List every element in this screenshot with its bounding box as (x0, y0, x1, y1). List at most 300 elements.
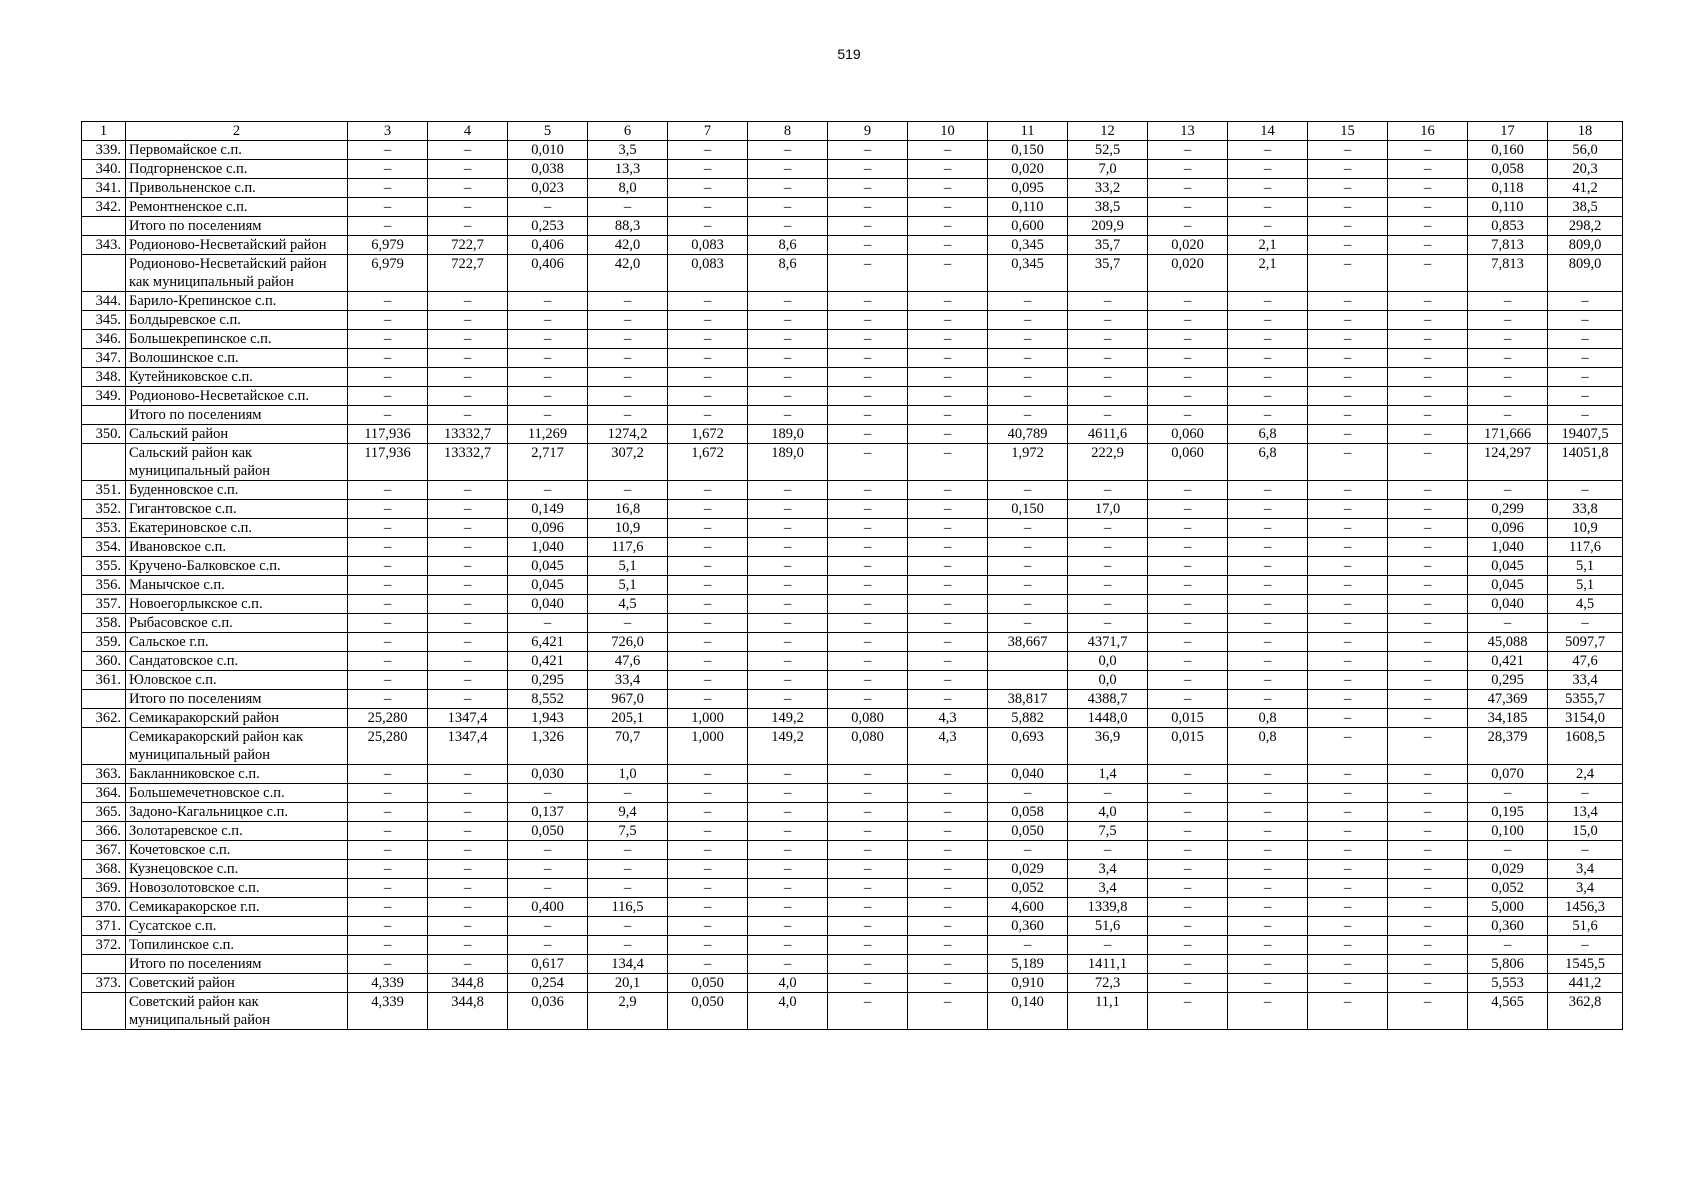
row-number-cell: 340. (82, 160, 126, 179)
value-cell: – (428, 879, 508, 898)
row-number-cell (82, 993, 126, 1030)
value-cell: – (988, 595, 1068, 614)
value-cell: – (1308, 538, 1388, 557)
value-cell: – (1228, 614, 1308, 633)
value-cell: – (1308, 160, 1388, 179)
value-cell: 1,000 (668, 728, 748, 765)
value-cell: – (908, 860, 988, 879)
value-cell: – (668, 368, 748, 387)
value-cell: – (348, 538, 428, 557)
value-cell: 1,000 (668, 709, 748, 728)
value-cell: – (348, 519, 428, 538)
value-cell: – (1228, 160, 1308, 179)
value-cell: – (428, 671, 508, 690)
value-cell: – (1308, 292, 1388, 311)
value-cell: 20,3 (1548, 160, 1623, 179)
value-cell: 11,1 (1068, 993, 1148, 1030)
value-cell: 0,045 (508, 557, 588, 576)
value-cell: – (1468, 481, 1548, 500)
value-cell: – (748, 311, 828, 330)
row-number-cell: 360. (82, 652, 126, 671)
value-cell: 3,4 (1068, 879, 1148, 898)
value-cell: 13,3 (588, 160, 668, 179)
value-cell: – (1228, 406, 1308, 425)
value-cell: – (828, 898, 908, 917)
value-cell: – (988, 311, 1068, 330)
value-cell: – (1468, 387, 1548, 406)
value-cell: – (668, 349, 748, 368)
value-cell: – (908, 690, 988, 709)
value-cell: – (508, 614, 588, 633)
table-row (82, 198, 1623, 217)
value-cell: 4,0 (748, 974, 828, 993)
value-cell: – (828, 822, 908, 841)
value-cell: 0,421 (508, 652, 588, 671)
value-cell: – (428, 784, 508, 803)
value-cell: – (1148, 538, 1228, 557)
value-cell: – (748, 955, 828, 974)
value-cell: – (828, 652, 908, 671)
value-cell: 0,029 (988, 860, 1068, 879)
value-cell: – (1308, 860, 1388, 879)
value-cell: – (428, 595, 508, 614)
value-cell: 0,406 (508, 255, 588, 292)
value-cell: – (908, 481, 988, 500)
value-cell: 8,6 (748, 255, 828, 292)
value-cell: – (1308, 311, 1388, 330)
value-cell: – (748, 179, 828, 198)
value-cell: – (748, 198, 828, 217)
value-cell: – (588, 311, 668, 330)
value-cell: – (1388, 822, 1468, 841)
row-number-cell: 369. (82, 879, 126, 898)
row-number-cell (82, 728, 126, 765)
table-row (82, 690, 1623, 709)
value-cell: 4,0 (1068, 803, 1148, 822)
value-cell: – (828, 595, 908, 614)
value-cell: – (1388, 614, 1468, 633)
value-cell: – (1068, 406, 1148, 425)
value-cell: 0,853 (1468, 217, 1548, 236)
value-cell: – (908, 311, 988, 330)
table-row (82, 898, 1623, 917)
value-cell: – (588, 368, 668, 387)
value-cell: – (668, 311, 748, 330)
value-cell: – (1308, 709, 1388, 728)
value-cell: – (348, 500, 428, 519)
value-cell: 4,600 (988, 898, 1068, 917)
value-cell: – (1308, 557, 1388, 576)
value-cell: – (348, 633, 428, 652)
value-cell: 117,6 (588, 538, 668, 557)
value-cell: 0,421 (1468, 652, 1548, 671)
value-cell: – (908, 255, 988, 292)
value-cell: – (428, 841, 508, 860)
value-cell: 0,149 (508, 500, 588, 519)
value-cell: – (748, 879, 828, 898)
value-cell: – (348, 557, 428, 576)
value-cell: – (748, 614, 828, 633)
header-cell: 6 (588, 122, 668, 141)
value-cell: – (428, 217, 508, 236)
value-cell: 0,345 (988, 255, 1068, 292)
value-cell: – (988, 538, 1068, 557)
value-cell: – (828, 368, 908, 387)
value-cell: – (908, 217, 988, 236)
value-cell: – (1468, 349, 1548, 368)
value-cell: 1,972 (988, 444, 1068, 481)
value-cell: – (1388, 841, 1468, 860)
value-cell: 0,023 (508, 179, 588, 198)
value-cell: – (588, 841, 668, 860)
name-cell: Советский район (126, 974, 348, 993)
value-cell: 1274,2 (588, 425, 668, 444)
row-number-cell (82, 406, 126, 425)
value-cell: – (508, 784, 588, 803)
value-cell: – (988, 330, 1068, 349)
value-cell: – (668, 671, 748, 690)
value-cell: – (1148, 330, 1228, 349)
value-cell: 6,979 (348, 236, 428, 255)
table-row (82, 387, 1623, 406)
name-cell: Ремонтненское с.п. (126, 198, 348, 217)
value-cell: – (828, 141, 908, 160)
value-cell: – (1228, 311, 1308, 330)
value-cell: 0,254 (508, 974, 588, 993)
value-cell: – (428, 955, 508, 974)
value-cell: – (348, 822, 428, 841)
value-cell: 4388,7 (1068, 690, 1148, 709)
value-cell: 52,5 (1068, 141, 1148, 160)
value-cell: – (508, 368, 588, 387)
value-cell: 1339,8 (1068, 898, 1148, 917)
value-cell: – (1548, 614, 1623, 633)
value-cell: – (1308, 614, 1388, 633)
value-cell: – (508, 330, 588, 349)
value-cell: 0,040 (988, 765, 1068, 784)
header-cell: 2 (126, 122, 348, 141)
value-cell: – (748, 481, 828, 500)
header-cell: 14 (1228, 122, 1308, 141)
value-cell: – (588, 860, 668, 879)
value-cell: 56,0 (1548, 141, 1623, 160)
value-cell: – (908, 955, 988, 974)
value-cell: – (668, 690, 748, 709)
value-cell: 10,9 (588, 519, 668, 538)
value-cell: – (828, 311, 908, 330)
table-row (82, 822, 1623, 841)
value-cell: – (348, 879, 428, 898)
value-cell: – (908, 784, 988, 803)
header-cell: 12 (1068, 122, 1148, 141)
value-cell: – (1388, 292, 1468, 311)
value-cell: 5,1 (1548, 576, 1623, 595)
value-cell: – (1388, 557, 1468, 576)
value-cell: – (1068, 614, 1148, 633)
value-cell: 0,0 (1068, 671, 1148, 690)
value-cell: 0,345 (988, 236, 1068, 255)
value-cell: – (1308, 898, 1388, 917)
value-cell: – (668, 330, 748, 349)
value-cell: – (748, 141, 828, 160)
value-cell: 25,280 (348, 728, 428, 765)
value-cell: – (748, 784, 828, 803)
value-cell: – (1148, 141, 1228, 160)
value-cell: – (908, 974, 988, 993)
value-cell: – (1388, 898, 1468, 917)
header-cell: 17 (1468, 122, 1548, 141)
table-header (82, 122, 1623, 141)
value-cell: – (588, 879, 668, 898)
value-cell: 117,936 (348, 425, 428, 444)
value-cell: – (1308, 974, 1388, 993)
value-cell: 1347,4 (428, 709, 508, 728)
value-cell: – (908, 652, 988, 671)
value-cell: – (1388, 311, 1468, 330)
row-number-cell: 345. (82, 311, 126, 330)
value-cell: – (828, 917, 908, 936)
table-row (82, 652, 1623, 671)
value-cell: – (348, 406, 428, 425)
value-cell: 222,9 (1068, 444, 1148, 481)
value-cell: – (908, 500, 988, 519)
value-cell: – (1548, 292, 1623, 311)
value-cell: – (428, 349, 508, 368)
value-cell: – (668, 955, 748, 974)
value-cell: – (1308, 936, 1388, 955)
value-cell: – (748, 519, 828, 538)
table-row (82, 974, 1623, 993)
value-cell: – (1388, 368, 1468, 387)
value-cell: 2,717 (508, 444, 588, 481)
value-cell: – (1388, 198, 1468, 217)
value-cell: – (348, 841, 428, 860)
value-cell: – (748, 500, 828, 519)
value-cell: 0,110 (988, 198, 1068, 217)
value-cell: – (1308, 671, 1388, 690)
value-cell: – (1228, 879, 1308, 898)
table-row (82, 141, 1623, 160)
value-cell: – (428, 633, 508, 652)
value-cell: – (828, 179, 908, 198)
value-cell: – (348, 349, 428, 368)
table-row (82, 576, 1623, 595)
value-cell: – (748, 292, 828, 311)
value-cell: – (1068, 330, 1148, 349)
name-cell: Барило-Крепинское с.п. (126, 292, 348, 311)
value-cell: 72,3 (1068, 974, 1148, 993)
header-cell: 16 (1388, 122, 1468, 141)
table-row (82, 330, 1623, 349)
value-cell: 0,137 (508, 803, 588, 822)
row-number-cell: 368. (82, 860, 126, 879)
value-cell: – (1228, 557, 1308, 576)
value-cell: – (1388, 330, 1468, 349)
value-cell: 0,050 (668, 993, 748, 1030)
value-cell: 0,036 (508, 993, 588, 1030)
value-cell: 0,693 (988, 728, 1068, 765)
value-cell: – (348, 803, 428, 822)
value-cell: – (828, 481, 908, 500)
value-cell: 0,083 (668, 236, 748, 255)
value-cell: – (828, 974, 908, 993)
value-cell: – (1548, 936, 1623, 955)
value-cell: 0,0 (1068, 652, 1148, 671)
value-cell: – (668, 898, 748, 917)
value-cell: 117,936 (348, 444, 428, 481)
value-cell: – (988, 841, 1068, 860)
value-cell: 344,8 (428, 993, 508, 1030)
value-cell: – (1068, 595, 1148, 614)
value-cell: 171,666 (1468, 425, 1548, 444)
table-row (82, 500, 1623, 519)
value-cell: 0,020 (1148, 236, 1228, 255)
value-cell: 4,5 (588, 595, 668, 614)
value-cell: – (588, 917, 668, 936)
value-cell: – (1308, 368, 1388, 387)
value-cell: 0,299 (1468, 500, 1548, 519)
table-row (82, 955, 1623, 974)
value-cell: – (1308, 690, 1388, 709)
value-cell: 33,4 (1548, 671, 1623, 690)
header-cell: 9 (828, 122, 908, 141)
value-cell: – (828, 198, 908, 217)
value-cell: 0,030 (508, 765, 588, 784)
value-cell: – (828, 255, 908, 292)
value-cell: 35,7 (1068, 255, 1148, 292)
value-cell: – (828, 557, 908, 576)
value-cell: 0,096 (1468, 519, 1548, 538)
value-cell: – (1148, 292, 1228, 311)
value-cell: 0,110 (1468, 198, 1548, 217)
value-cell: 5,1 (1548, 557, 1623, 576)
value-cell: – (428, 198, 508, 217)
row-number-cell: 353. (82, 519, 126, 538)
table-row (82, 879, 1623, 898)
row-number-cell: 354. (82, 538, 126, 557)
value-cell: 5,189 (988, 955, 1068, 974)
value-cell: – (1068, 387, 1148, 406)
value-cell: 0,052 (1468, 879, 1548, 898)
value-cell: 8,552 (508, 690, 588, 709)
header-cell: 15 (1308, 122, 1388, 141)
value-cell: – (1148, 784, 1228, 803)
value-cell: – (988, 292, 1068, 311)
value-cell: 7,5 (1068, 822, 1148, 841)
value-cell: – (1148, 198, 1228, 217)
value-cell: – (508, 198, 588, 217)
value-cell: – (1548, 784, 1623, 803)
value-cell: 1448,0 (1068, 709, 1148, 728)
value-cell: – (748, 330, 828, 349)
value-cell: – (348, 368, 428, 387)
value-cell: – (348, 292, 428, 311)
value-cell: – (1148, 803, 1228, 822)
value-cell: – (988, 519, 1068, 538)
name-cell: Итого по поселениям (126, 217, 348, 236)
name-cell: Сальский район как муниципальный район (126, 444, 348, 481)
value-cell: – (1388, 709, 1468, 728)
row-number-cell: 344. (82, 292, 126, 311)
value-cell: – (908, 993, 988, 1030)
value-cell: 0,045 (1468, 576, 1548, 595)
value-cell: 17,0 (1068, 500, 1148, 519)
value-cell: – (508, 406, 588, 425)
value-cell: – (748, 368, 828, 387)
value-cell: – (748, 671, 828, 690)
table-row (82, 784, 1623, 803)
name-cell: Сандатовское с.п. (126, 652, 348, 671)
name-cell: Сальский район (126, 425, 348, 444)
value-cell: – (508, 387, 588, 406)
value-cell: 7,813 (1468, 236, 1548, 255)
value-cell: – (1388, 860, 1468, 879)
value-cell: – (1068, 557, 1148, 576)
value-cell: – (348, 481, 428, 500)
value-cell: – (1308, 879, 1388, 898)
value-cell: 1608,5 (1548, 728, 1623, 765)
value-cell: – (1228, 481, 1308, 500)
value-cell: 5097,7 (1548, 633, 1623, 652)
value-cell: – (1228, 784, 1308, 803)
value-cell: – (668, 841, 748, 860)
value-cell: 19407,5 (1548, 425, 1623, 444)
value-cell: 35,7 (1068, 236, 1148, 255)
row-number-cell: 363. (82, 765, 126, 784)
value-cell: – (588, 349, 668, 368)
name-cell: Итого по поселениям (126, 690, 348, 709)
value-cell: 0,058 (1468, 160, 1548, 179)
row-number-cell: 361. (82, 671, 126, 690)
value-cell: – (828, 784, 908, 803)
value-cell: – (748, 576, 828, 595)
value-cell: – (1228, 917, 1308, 936)
value-cell: – (588, 406, 668, 425)
value-cell: – (1148, 557, 1228, 576)
value-cell: – (1308, 803, 1388, 822)
value-cell: – (508, 879, 588, 898)
value-cell: 0,406 (508, 236, 588, 255)
value-cell: – (668, 879, 748, 898)
name-cell: Рыбасовское с.п. (126, 614, 348, 633)
value-cell: – (908, 765, 988, 784)
value-cell: – (348, 198, 428, 217)
table-row (82, 349, 1623, 368)
value-cell: 45,088 (1468, 633, 1548, 652)
value-cell: 1456,3 (1548, 898, 1623, 917)
value-cell: 42,0 (588, 236, 668, 255)
value-cell: – (428, 822, 508, 841)
value-cell: 34,185 (1468, 709, 1548, 728)
value-cell: – (1148, 917, 1228, 936)
value-cell: 6,979 (348, 255, 428, 292)
value-cell: – (748, 690, 828, 709)
value-cell: 189,0 (748, 425, 828, 444)
value-cell: – (908, 538, 988, 557)
value-cell: – (908, 330, 988, 349)
value-cell: – (1388, 425, 1468, 444)
row-number-cell: 371. (82, 917, 126, 936)
name-cell: Родионово-Несветайский район (126, 236, 348, 255)
value-cell: – (1308, 652, 1388, 671)
data-table-container (81, 121, 1622, 1030)
value-cell: – (1148, 860, 1228, 879)
value-cell: – (1308, 728, 1388, 765)
value-cell: – (1228, 860, 1308, 879)
table-row (82, 860, 1623, 879)
value-cell: – (1308, 387, 1388, 406)
row-number-cell: 355. (82, 557, 126, 576)
